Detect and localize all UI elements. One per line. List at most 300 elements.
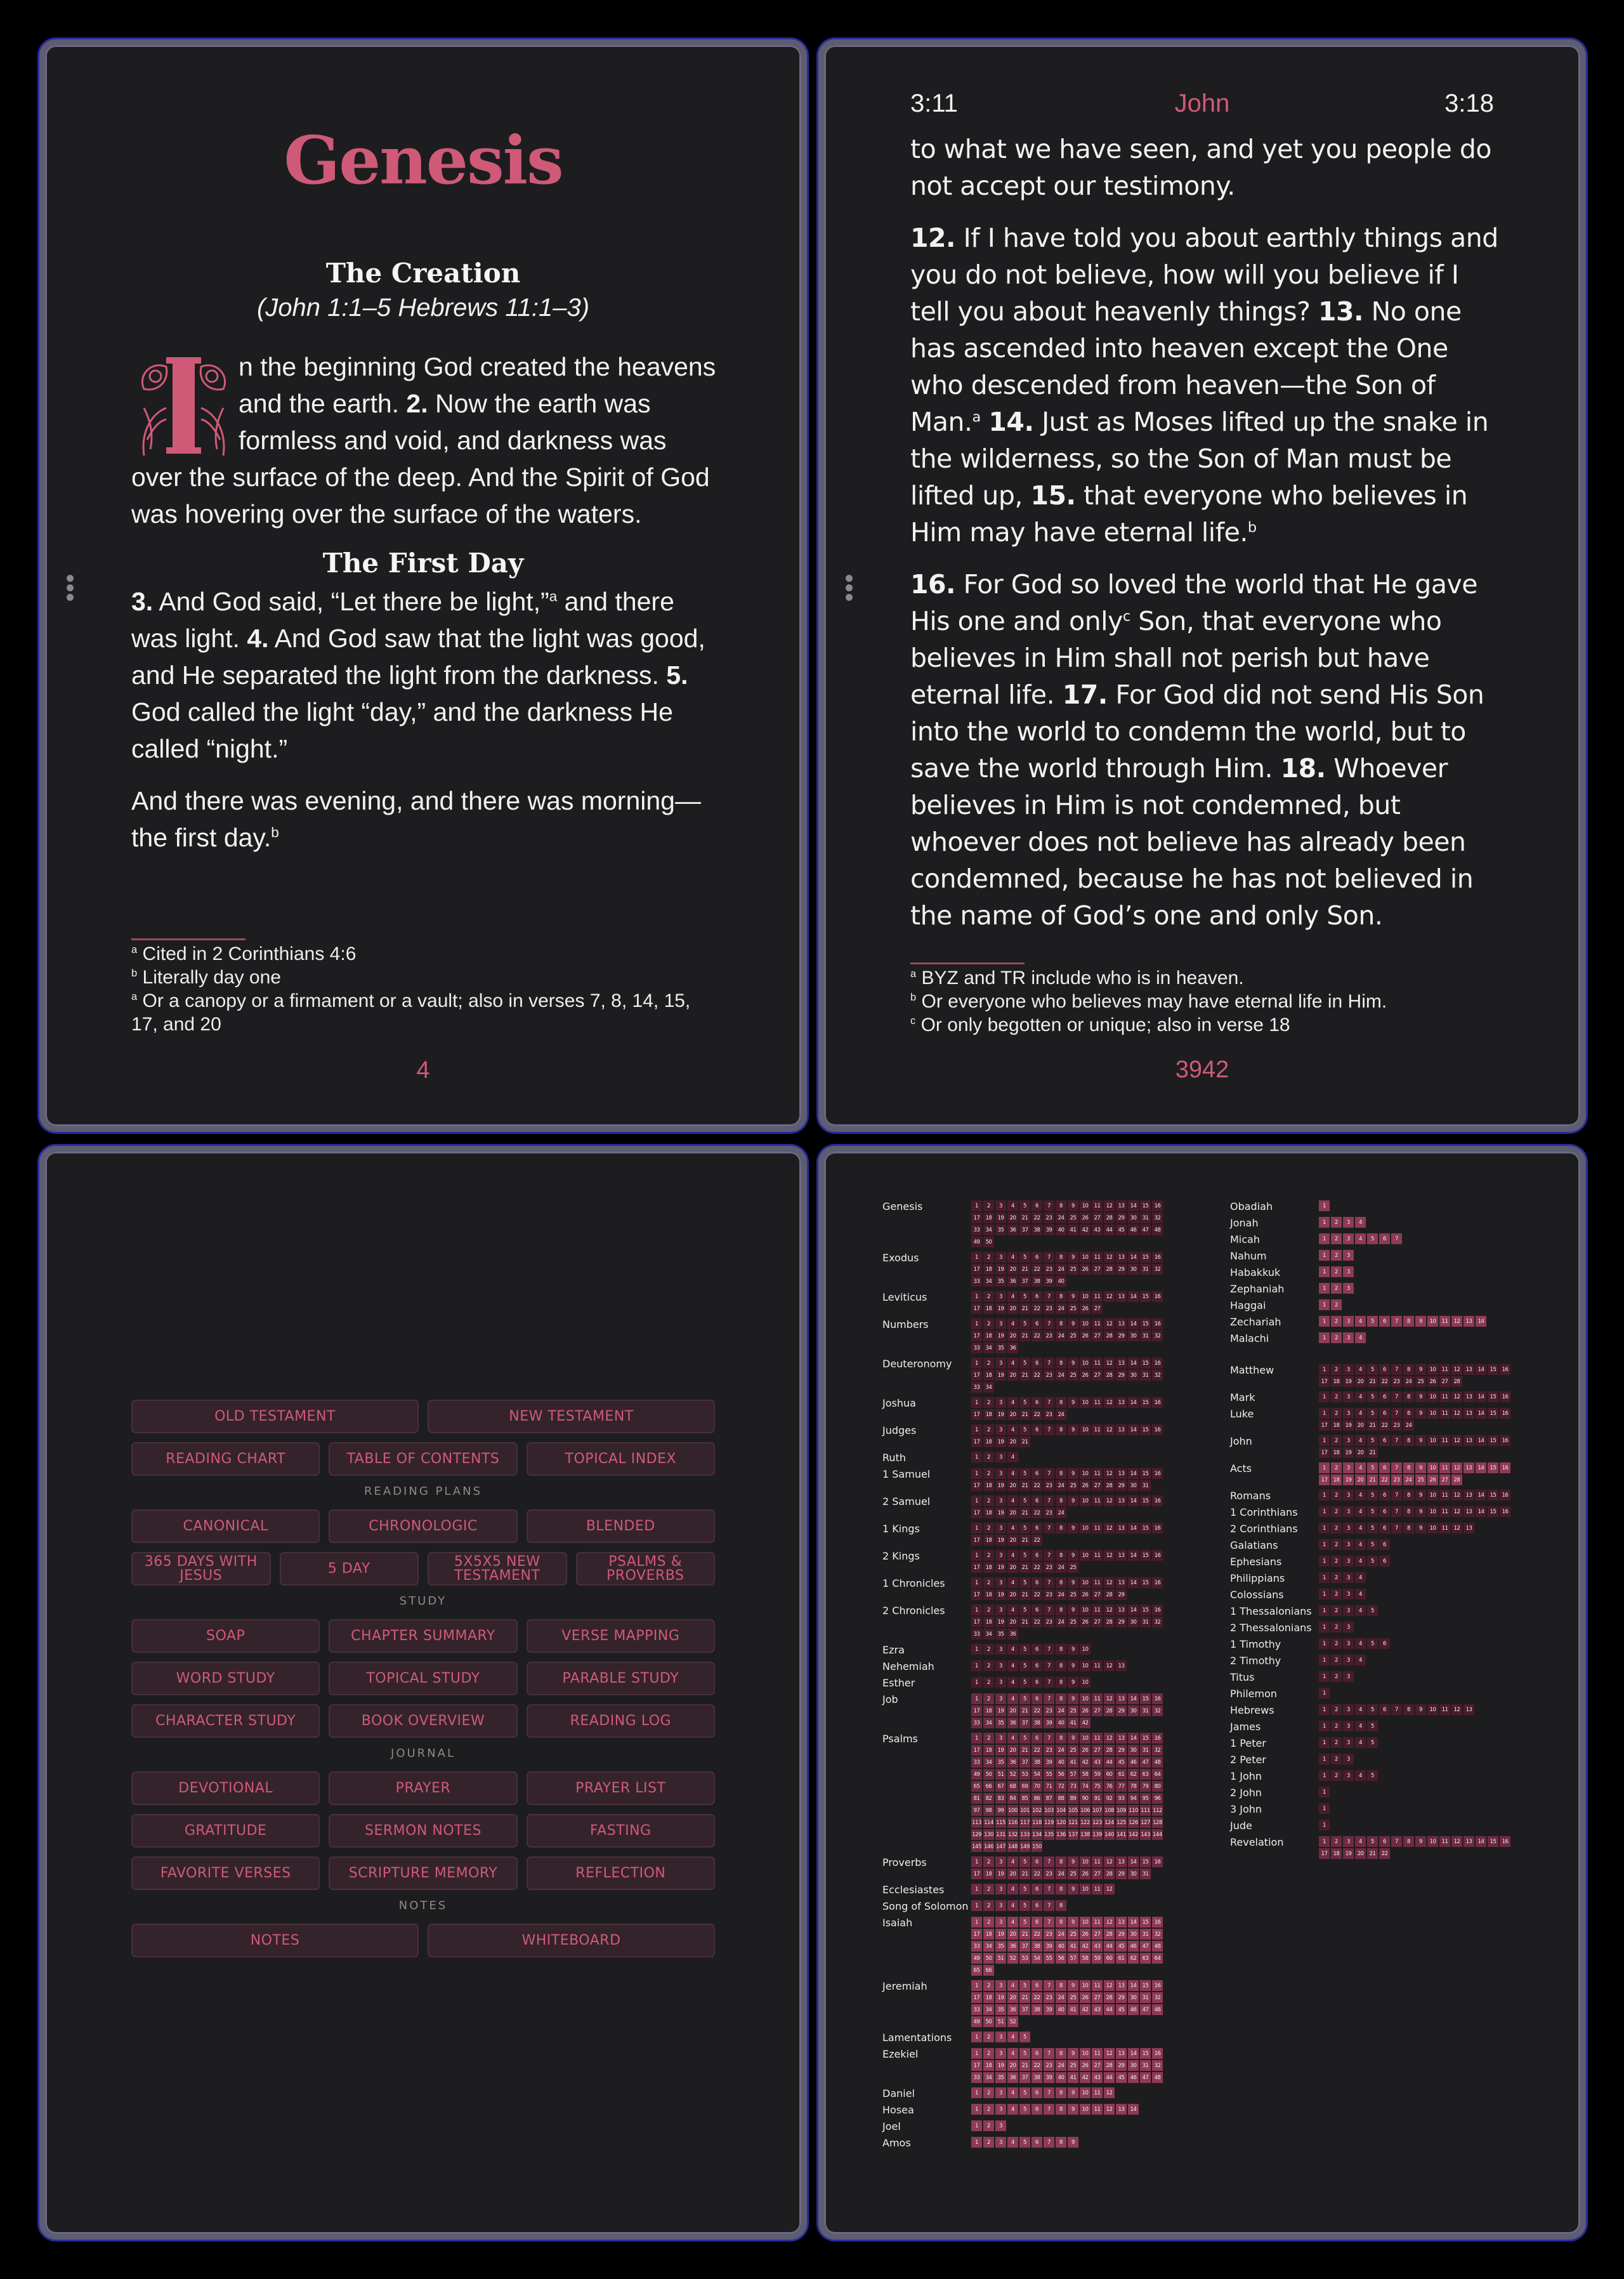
chapter-cell[interactable]: 109	[1116, 1805, 1127, 1816]
chapter-cell[interactable]: 1	[1319, 1754, 1330, 1764]
chapter-cell[interactable]: 120	[1056, 1817, 1066, 1828]
chapter-cell[interactable]: 2	[1331, 1605, 1342, 1616]
chapter-cell[interactable]: 8	[1403, 1408, 1414, 1419]
chapter-cell[interactable]: 144	[1152, 1829, 1163, 1840]
chapter-cell[interactable]: 17	[971, 1992, 982, 2003]
chapter-cell[interactable]: 9	[1415, 1490, 1426, 1501]
chapter-cell[interactable]: 55	[1044, 1769, 1054, 1780]
chapter-cell[interactable]: 2	[1331, 1539, 1342, 1550]
chapter-cell[interactable]: 20	[1355, 1376, 1366, 1387]
chapter-cell[interactable]: 3	[1343, 1737, 1354, 1748]
chapter-cell[interactable]: 2	[983, 2137, 994, 2148]
chapter-cell[interactable]: 27	[1092, 1929, 1103, 1940]
chapter-cell[interactable]: 13	[1116, 1291, 1127, 1302]
chapter-cell[interactable]: 2	[983, 2032, 994, 2042]
chapter-cell[interactable]: 4	[1007, 1856, 1018, 1867]
chapter-cell[interactable]: 143	[1140, 1829, 1151, 1840]
chapter-cell[interactable]: 14	[1128, 1397, 1139, 1408]
chapter-cell[interactable]: 16	[1152, 1550, 1163, 1561]
chapter-cell[interactable]: 36	[1007, 2072, 1018, 2083]
chapter-cell[interactable]: 22	[1379, 1474, 1390, 1485]
chapter-cell[interactable]: 15	[1488, 1408, 1498, 1419]
chapter-cell[interactable]: 31	[1140, 1330, 1151, 1341]
chapter-cell[interactable]: 33	[971, 1717, 982, 1728]
book-name[interactable]: Ezra	[882, 1644, 905, 1656]
chapter-cell[interactable]: 40	[1056, 1225, 1066, 1235]
chapter-cell[interactable]: 10	[1080, 1605, 1090, 1615]
fasting-button[interactable]: FASTING	[527, 1814, 715, 1848]
sermon-notes-button[interactable]: SERMON NOTES	[329, 1814, 517, 1848]
chapter-cell[interactable]: 37	[1019, 1225, 1030, 1235]
chapter-cell[interactable]: 16	[1152, 1693, 1163, 1704]
chapter-cell[interactable]: 134	[1031, 1829, 1042, 1840]
chapter-cell[interactable]: 3	[1343, 1490, 1354, 1501]
chapter-cell[interactable]: 7	[1044, 1550, 1054, 1561]
chapter-cell[interactable]: 9	[1415, 1836, 1426, 1847]
chapter-cell[interactable]: 7	[1391, 1462, 1402, 1473]
chapter-cell[interactable]: 18	[983, 1330, 994, 1341]
chapter-cell[interactable]: 21	[1019, 1705, 1030, 1716]
chapter-cell[interactable]: 4	[1007, 1605, 1018, 1615]
chapter-cell[interactable]: 48	[1152, 1757, 1163, 1768]
chapter-cell[interactable]: 48	[1152, 2004, 1163, 2015]
book-name[interactable]: Exodus	[882, 1252, 919, 1264]
chapter-cell[interactable]: 10	[1080, 1856, 1090, 1867]
chapter-cell[interactable]: 4	[1355, 1589, 1366, 1599]
chapter-cell[interactable]: 5	[1019, 2104, 1030, 2115]
chapter-cell[interactable]: 105	[1068, 1805, 1078, 1816]
chapter-cell[interactable]: 9	[1415, 1435, 1426, 1446]
gratitude-button[interactable]: GRATITUDE	[131, 1814, 320, 1848]
book-name[interactable]: Deuteronomy	[882, 1358, 952, 1370]
chapter-cell[interactable]: 34	[983, 1629, 994, 1639]
chapter-cell[interactable]: 15	[1488, 1391, 1498, 1402]
chapter-cell[interactable]: 63	[1140, 1953, 1151, 1964]
chapter-cell[interactable]: 44	[1104, 1941, 1115, 1952]
chapter-cell[interactable]: 49	[971, 1953, 982, 1964]
footnote-marker[interactable]: a	[549, 588, 558, 605]
chapter-cell[interactable]: 5	[1019, 1550, 1030, 1561]
chapter-cell[interactable]: 22	[1031, 1370, 1042, 1381]
chapter-cell[interactable]: 19	[1343, 1474, 1354, 1485]
chapter-cell[interactable]: 8	[1056, 2137, 1066, 2148]
chapter-cell[interactable]: 31	[1140, 1212, 1151, 1223]
chapter-cell[interactable]: 17	[971, 1507, 982, 1518]
chapter-cell[interactable]: 2	[983, 1358, 994, 1369]
chapter-cell[interactable]: 22	[1031, 2060, 1042, 2071]
chapter-cell[interactable]: 3	[995, 2137, 1006, 2148]
chapter-cell[interactable]: 19	[995, 1535, 1006, 1546]
chapter-cell[interactable]: 15	[1140, 1980, 1151, 1991]
chapter-cell[interactable]: 15	[1488, 1462, 1498, 1473]
chapter-cell[interactable]: 21	[1019, 1992, 1030, 2003]
chapter-cell[interactable]: 11	[1092, 1733, 1103, 1744]
chapter-cell[interactable]: 95	[1140, 1793, 1151, 1804]
chapter-cell[interactable]: 3	[1343, 1556, 1354, 1566]
chapter-cell[interactable]: 25	[1068, 1929, 1078, 1940]
chapter-cell[interactable]: 4	[1007, 1733, 1018, 1744]
chapter-cell[interactable]: 14	[1128, 1318, 1139, 1329]
chapter-cell[interactable]: 7	[1391, 1408, 1402, 1419]
chapter-cell[interactable]: 3	[995, 1452, 1006, 1462]
chapter-cell[interactable]: 31	[1140, 1929, 1151, 1940]
chapter-cell[interactable]: 34	[983, 1717, 994, 1728]
plan-chronologic-button[interactable]: CHRONOLOGIC	[329, 1509, 517, 1543]
reflection-button[interactable]: REFLECTION	[527, 1856, 715, 1890]
chapter-cell[interactable]: 46	[1128, 1941, 1139, 1952]
chapter-cell[interactable]: 11	[1439, 1408, 1450, 1419]
chapter-cell[interactable]: 4	[1355, 1391, 1366, 1402]
word-study-button[interactable]: WORD STUDY	[131, 1662, 320, 1695]
chapter-cell[interactable]: 5	[1019, 1468, 1030, 1479]
chapter-cell[interactable]: 53	[1019, 1953, 1030, 1964]
chapter-cell[interactable]: 10	[1427, 1523, 1438, 1534]
chapter-cell[interactable]: 1	[971, 2048, 982, 2059]
chapter-cell[interactable]: 7	[1044, 2104, 1054, 2115]
chapter-cell[interactable]: 14	[1476, 1391, 1486, 1402]
chapter-cell[interactable]: 12	[1451, 1462, 1462, 1473]
chapter-cell[interactable]: 24	[1056, 1507, 1066, 1518]
chapter-cell[interactable]: 1	[1319, 1787, 1330, 1797]
chapter-cell[interactable]: 46	[1128, 1757, 1139, 1768]
chapter-cell[interactable]: 14	[1476, 1408, 1486, 1419]
chapter-cell[interactable]: 6	[1379, 1391, 1390, 1402]
chapter-cell[interactable]: 48	[1152, 1941, 1163, 1952]
chapter-cell[interactable]: 60	[1104, 1769, 1115, 1780]
chapter-cell[interactable]: 39	[1044, 1225, 1054, 1235]
chapter-cell[interactable]: 10	[1080, 1358, 1090, 1369]
chapter-cell[interactable]: 14	[1128, 1358, 1139, 1369]
chapter-cell[interactable]: 4	[1355, 1490, 1366, 1501]
book-name[interactable]: Mark	[1230, 1391, 1255, 1403]
chapter-cell[interactable]: 5	[1019, 2087, 1030, 2098]
chapter-cell[interactable]: 15	[1140, 1318, 1151, 1329]
chapter-cell[interactable]: 4	[1007, 1452, 1018, 1462]
chapter-cell[interactable]: 7	[1391, 1836, 1402, 1847]
chapter-cell[interactable]: 7	[1044, 1900, 1054, 1911]
chapter-cell[interactable]: 16	[1500, 1506, 1510, 1517]
chapter-cell[interactable]: 3	[1343, 1836, 1354, 1847]
chapter-cell[interactable]: 1	[971, 1644, 982, 1655]
chapter-cell[interactable]: 41	[1068, 1757, 1078, 1768]
chapter-cell[interactable]: 2	[1331, 1638, 1342, 1649]
chapter-cell[interactable]: 39	[1044, 1276, 1054, 1287]
chapter-cell[interactable]: 63	[1140, 1769, 1151, 1780]
chapter-cell[interactable]: 5	[1019, 1677, 1030, 1688]
book-name[interactable]: 2 Kings	[882, 1550, 920, 1562]
chapter-cell[interactable]: 32	[1152, 1264, 1163, 1275]
chapter-cell[interactable]: 1	[971, 1200, 982, 1211]
chapter-cell[interactable]: 17	[971, 1330, 982, 1341]
chapter-cell[interactable]: 46	[1128, 2072, 1139, 2083]
chapter-cell[interactable]: 4	[1355, 1721, 1366, 1731]
chapter-cell[interactable]: 14	[1476, 1435, 1486, 1446]
chapter-cell[interactable]: 5	[1367, 1556, 1378, 1566]
chapter-cell[interactable]: 14	[1128, 1424, 1139, 1435]
chapter-cell[interactable]: 21	[1019, 1330, 1030, 1341]
chapter-cell[interactable]: 45	[1116, 2004, 1127, 2015]
chapter-cell[interactable]: 35	[995, 1276, 1006, 1287]
chapter-cell[interactable]: 12	[1451, 1836, 1462, 1847]
chapter-cell[interactable]: 22	[1031, 1480, 1042, 1491]
chapter-cell[interactable]: 20	[1007, 1535, 1018, 1546]
chapter-cell[interactable]: 17	[971, 1264, 982, 1275]
chapter-cell[interactable]: 146	[983, 1841, 994, 1852]
chapter-cell[interactable]: 6	[1379, 1523, 1390, 1534]
chapter-cell[interactable]: 4	[1007, 1397, 1018, 1408]
chapter-cell[interactable]: 7	[1044, 1577, 1054, 1588]
chapter-cell[interactable]: 18	[983, 1507, 994, 1518]
chapter-cell[interactable]: 12	[1104, 1884, 1115, 1895]
chapter-cell[interactable]: 11	[1092, 1917, 1103, 1928]
chapter-cell[interactable]: 10	[1427, 1836, 1438, 1847]
chapter-cell[interactable]: 20	[1007, 1562, 1018, 1573]
chapter-cell[interactable]: 46	[1128, 1225, 1139, 1235]
book-name[interactable]: 2 Timothy	[1230, 1655, 1281, 1667]
chapter-cell[interactable]: 115	[995, 1817, 1006, 1828]
chapter-cell[interactable]: 10	[1080, 1550, 1090, 1561]
chapter-cell[interactable]: 2	[1331, 1490, 1342, 1501]
chapter-cell[interactable]: 1	[1319, 1490, 1330, 1501]
chapter-cell[interactable]: 4	[1007, 1523, 1018, 1534]
chapter-cell[interactable]: 4	[1007, 1424, 1018, 1435]
chapter-cell[interactable]: 56	[1056, 1769, 1066, 1780]
chapter-cell[interactable]: 20	[1007, 1745, 1018, 1756]
book-name[interactable]: James	[1230, 1721, 1261, 1733]
chapter-cell[interactable]: 1	[1319, 1589, 1330, 1599]
chapter-cell[interactable]: 9	[1068, 1884, 1078, 1895]
chapter-cell[interactable]: 17	[1319, 1420, 1330, 1431]
chapter-cell[interactable]: 32	[1152, 1705, 1163, 1716]
chapter-cell[interactable]: 11	[1439, 1316, 1450, 1327]
chapter-cell[interactable]: 23	[1044, 1507, 1054, 1518]
chapter-cell[interactable]: 1	[971, 1291, 982, 1302]
chapter-cell[interactable]: 1	[971, 1884, 982, 1895]
chapter-cell[interactable]: 20	[1007, 1617, 1018, 1627]
chapter-cell[interactable]: 16	[1152, 1917, 1163, 1928]
chapter-cell[interactable]: 16	[1152, 1200, 1163, 1211]
chapter-cell[interactable]: 17	[971, 1212, 982, 1223]
chapter-cell[interactable]: 5	[1019, 1644, 1030, 1655]
chapter-cell[interactable]: 13	[1464, 1364, 1474, 1375]
chapter-cell[interactable]: 4	[1355, 1655, 1366, 1665]
chapter-cell[interactable]: 98	[983, 1805, 994, 1816]
chapter-cell[interactable]: 13	[1464, 1435, 1474, 1446]
chapter-cell[interactable]: 12	[1104, 1660, 1115, 1671]
chapter-cell[interactable]: 30	[1128, 1370, 1139, 1381]
chapter-cell[interactable]: 16	[1152, 1495, 1163, 1506]
chapter-cell[interactable]: 20	[1007, 1370, 1018, 1381]
chapter-cell[interactable]: 1	[971, 2032, 982, 2042]
chapter-cell[interactable]: 41	[1068, 2072, 1078, 2083]
chapter-cell[interactable]: 17	[971, 1869, 982, 1879]
chapter-cell[interactable]: 18	[1331, 1474, 1342, 1485]
chapter-cell[interactable]: 19	[995, 1480, 1006, 1491]
chapter-cell[interactable]: 6	[1031, 2104, 1042, 2115]
chapter-cell[interactable]: 117	[1019, 1817, 1030, 1828]
chapter-cell[interactable]: 8	[1056, 2048, 1066, 2059]
chapter-cell[interactable]: 45	[1116, 1757, 1127, 1768]
chapter-cell[interactable]: 5	[1019, 1884, 1030, 1895]
chapter-cell[interactable]: 11	[1092, 1856, 1103, 1867]
chapter-cell[interactable]: 1	[971, 1550, 982, 1561]
chapter-cell[interactable]: 21	[1019, 1436, 1030, 1447]
chapter-cell[interactable]: 36	[1007, 2004, 1018, 2015]
chapter-cell[interactable]: 19	[995, 1436, 1006, 1447]
chapter-cell[interactable]: 56	[1056, 1953, 1066, 1964]
chapter-cell[interactable]: 24	[1403, 1420, 1414, 1431]
chapter-cell[interactable]: 3	[995, 1605, 1006, 1615]
chapter-cell[interactable]: 14	[1128, 2048, 1139, 2059]
chapter-cell[interactable]: 68	[1007, 1781, 1018, 1792]
chapter-cell[interactable]: 54	[1031, 1769, 1042, 1780]
chapter-cell[interactable]: 6	[1031, 1291, 1042, 1302]
book-name[interactable]: 1 Timothy	[1230, 1638, 1281, 1650]
chapter-cell[interactable]: 37	[1019, 1276, 1030, 1287]
chapter-cell[interactable]: 24	[1056, 1745, 1066, 1756]
book-name[interactable]: Acts	[1230, 1462, 1252, 1474]
chapter-cell[interactable]: 10	[1080, 2104, 1090, 2115]
chapter-cell[interactable]: 27	[1092, 1589, 1103, 1600]
book-name[interactable]: Zechariah	[1230, 1316, 1281, 1328]
chapter-cell[interactable]: 20	[1007, 2060, 1018, 2071]
chapter-cell[interactable]: 2	[1331, 1671, 1342, 1682]
chapter-cell[interactable]: 5	[1019, 1252, 1030, 1263]
chapter-cell[interactable]: 5	[1367, 1704, 1378, 1715]
chapter-cell[interactable]: 9	[1068, 1318, 1078, 1329]
chapter-cell[interactable]: 20	[1355, 1447, 1366, 1458]
chapter-cell[interactable]: 2	[983, 1452, 994, 1462]
book-name[interactable]: Micah	[1230, 1233, 1260, 1245]
chapter-cell[interactable]: 4	[1007, 1660, 1018, 1671]
chapter-cell[interactable]: 28	[1104, 1745, 1115, 1756]
chapter-cell[interactable]: 11	[1092, 1424, 1103, 1435]
chapter-cell[interactable]: 20	[1007, 1480, 1018, 1491]
chapter-cell[interactable]: 57	[1068, 1769, 1078, 1780]
chapter-cell[interactable]: 10	[1427, 1316, 1438, 1327]
chapter-cell[interactable]: 4	[1007, 1495, 1018, 1506]
chapter-cell[interactable]: 41	[1068, 1941, 1078, 1952]
chapter-cell[interactable]: 15	[1140, 1424, 1151, 1435]
chapter-cell[interactable]: 6	[1031, 1550, 1042, 1561]
chapter-cell[interactable]: 8	[1056, 1644, 1066, 1655]
chapter-cell[interactable]: 7	[1391, 1523, 1402, 1534]
chapter-cell[interactable]: 6	[1031, 1577, 1042, 1588]
chapter-cell[interactable]: 137	[1068, 1829, 1078, 1840]
chapter-cell[interactable]: 33	[971, 2004, 982, 2015]
chapter-cell[interactable]: 21	[1019, 1212, 1030, 1223]
chapter-cell[interactable]: 4	[1007, 1577, 1018, 1588]
book-name[interactable]: 1 Chronicles	[882, 1577, 945, 1589]
chapter-cell[interactable]: 16	[1152, 1468, 1163, 1479]
chapter-cell[interactable]: 45	[1116, 2072, 1127, 2083]
book-name[interactable]: Hosea	[882, 2104, 914, 2116]
chapter-cell[interactable]: 2	[983, 1605, 994, 1615]
chapter-cell[interactable]: 11	[1439, 1704, 1450, 1715]
chapter-cell[interactable]: 65	[971, 1965, 982, 1976]
chapter-cell[interactable]: 8	[1056, 1900, 1066, 1911]
chapter-cell[interactable]: 2	[1331, 1523, 1342, 1534]
book-name[interactable]: Song of Solomon	[882, 1900, 969, 1912]
chapter-cell[interactable]: 21	[1019, 1535, 1030, 1546]
chapter-cell[interactable]: 6	[1379, 1316, 1390, 1327]
chapter-cell[interactable]: 35	[995, 1757, 1006, 1768]
chapter-cell[interactable]: 1	[1319, 1820, 1330, 1830]
chapter-cell[interactable]: 11	[1092, 1495, 1103, 1506]
chapter-cell[interactable]: 46	[1128, 2004, 1139, 2015]
chapter-cell[interactable]: 5	[1019, 1605, 1030, 1615]
chapter-cell[interactable]: 6	[1379, 1435, 1390, 1446]
chapter-cell[interactable]: 37	[1019, 1941, 1030, 1952]
chapter-cell[interactable]: 1	[971, 1577, 982, 1588]
chapter-cell[interactable]: 116	[1007, 1817, 1018, 1828]
chapter-cell[interactable]: 6	[1379, 1638, 1390, 1649]
chapter-cell[interactable]: 13	[1116, 1550, 1127, 1561]
chapter-cell[interactable]: 4	[1007, 1644, 1018, 1655]
chapter-cell[interactable]: 2	[1331, 1250, 1342, 1261]
chapter-cell[interactable]: 12	[1451, 1704, 1462, 1715]
chapter-cell[interactable]: 24	[1056, 1330, 1066, 1341]
chapter-cell[interactable]: 1	[1319, 1770, 1330, 1781]
chapter-cell[interactable]: 28	[1104, 1617, 1115, 1627]
chapter-cell[interactable]: 18	[983, 1212, 994, 1223]
chapter-cell[interactable]: 18	[983, 1436, 994, 1447]
chapter-cell[interactable]: 16	[1500, 1364, 1510, 1375]
chapter-cell[interactable]: 10	[1427, 1490, 1438, 1501]
book-name[interactable]: Ecclesiastes	[882, 1884, 945, 1896]
chapter-cell[interactable]: 18	[983, 1992, 994, 2003]
chapter-cell[interactable]: 4	[1007, 1468, 1018, 1479]
chapter-cell[interactable]: 15	[1140, 1917, 1151, 1928]
chapter-cell[interactable]: 5	[1019, 1660, 1030, 1671]
chapter-cell[interactable]: 6	[1379, 1506, 1390, 1517]
chapter-cell[interactable]: 8	[1056, 1550, 1066, 1561]
book-name[interactable]: Leviticus	[882, 1291, 927, 1303]
chapter-cell[interactable]: 14	[1476, 1506, 1486, 1517]
chapter-cell[interactable]: 2	[983, 2048, 994, 2059]
chapter-cell[interactable]: 9	[1068, 1468, 1078, 1479]
chapter-cell[interactable]: 34	[983, 1382, 994, 1393]
chapter-cell[interactable]: 14	[1128, 1468, 1139, 1479]
chapter-cell[interactable]: 4	[1007, 2032, 1018, 2042]
book-name[interactable]: John	[1230, 1435, 1252, 1447]
chapter-cell[interactable]: 19	[995, 2060, 1006, 2071]
chapter-cell[interactable]: 2	[983, 1644, 994, 1655]
chapter-cell[interactable]: 20	[1007, 1705, 1018, 1716]
chapter-cell[interactable]: 13	[1116, 1856, 1127, 1867]
chapter-cell[interactable]: 27	[1092, 1869, 1103, 1879]
chapter-cell[interactable]: 24	[1056, 1992, 1066, 2003]
chapter-cell[interactable]: 13	[1464, 1408, 1474, 1419]
chapter-cell[interactable]: 85	[1019, 1793, 1030, 1804]
chapter-cell[interactable]: 29	[1116, 1212, 1127, 1223]
chapter-cell[interactable]: 24	[1056, 1589, 1066, 1600]
chapter-cell[interactable]: 1	[1319, 1316, 1330, 1327]
chapter-cell[interactable]: 16	[1152, 1523, 1163, 1534]
chapter-cell[interactable]: 9	[1415, 1704, 1426, 1715]
chapter-cell[interactable]: 12	[1104, 1397, 1115, 1408]
chapter-cell[interactable]: 28	[1104, 1992, 1115, 2003]
chapter-cell[interactable]: 64	[1152, 1953, 1163, 1964]
chapter-cell[interactable]: 12	[1451, 1506, 1462, 1517]
chapter-cell[interactable]: 27	[1439, 1376, 1450, 1387]
chapter-cell[interactable]: 1	[971, 1318, 982, 1329]
chapter-cell[interactable]: 8	[1056, 2087, 1066, 2098]
chapter-cell[interactable]: 101	[1019, 1805, 1030, 1816]
chapter-cell[interactable]: 29	[1116, 2060, 1127, 2071]
chapter-cell[interactable]: 13	[1116, 2048, 1127, 2059]
chapter-cell[interactable]: 94	[1128, 1793, 1139, 1804]
